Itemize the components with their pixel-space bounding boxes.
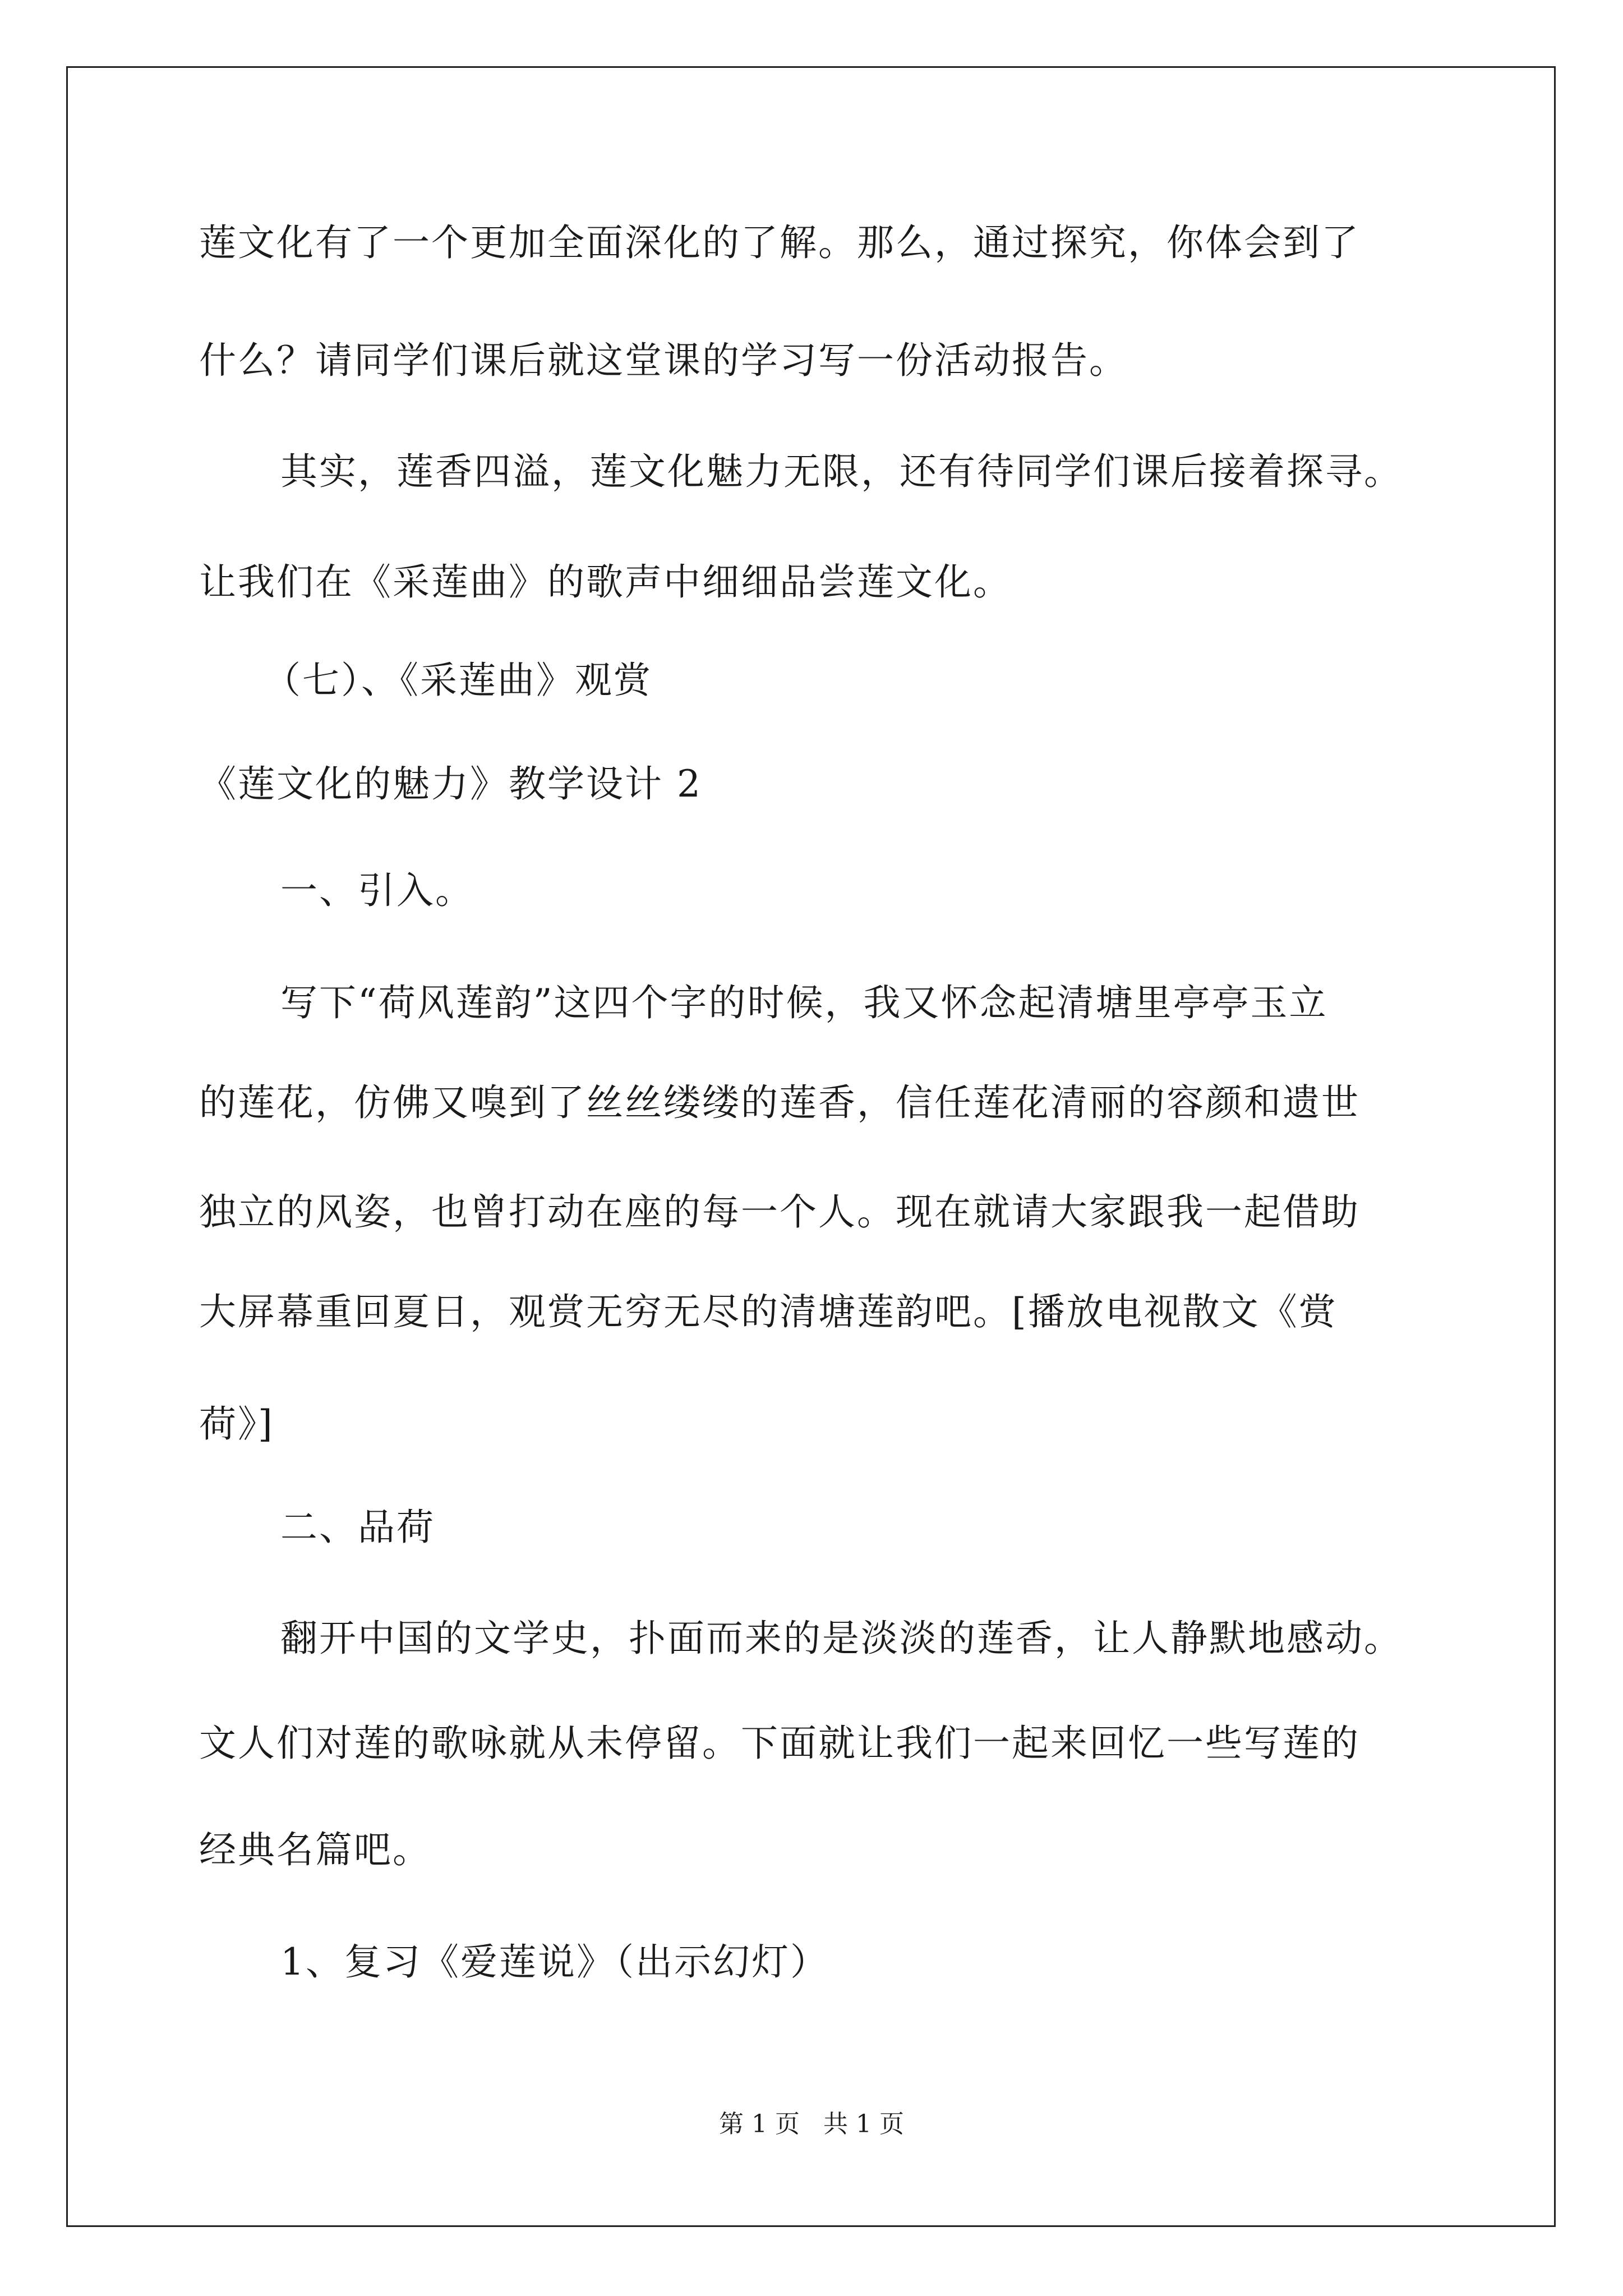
page-number: 第 1 页: [719, 2110, 800, 2138]
body-line: 写下“荷风莲韵”这四个字的时候，我又怀念起清塘里亭亭玉立: [280, 981, 1328, 1024]
body-line: 翻开中国的文学史，扑面而来的是淡淡的莲香，让人静默地感动。: [280, 1617, 1403, 1660]
section-heading: （七）、《采莲曲》观赏: [264, 659, 652, 702]
document-title: 《莲文化的魅力》教学设计 2: [199, 762, 702, 806]
section-heading: 二、品荷: [280, 1506, 435, 1549]
body-line: 大屏幕重回夏日，观赏无穷无尽的清塘莲韵吧。[播放电视散文《赏: [199, 1290, 1338, 1333]
body-line: 莲文化有了一个更加全面深化的了解。那么，通过探究，你体会到了: [199, 221, 1360, 264]
page-total: 共 1 页: [823, 2110, 904, 2138]
list-item: 1、复习《爱莲说》（出示幻灯）: [280, 1940, 829, 1984]
page-border: [66, 66, 1556, 2227]
body-line: 经典名篇吧。: [199, 1828, 431, 1871]
body-line: 荷》]: [199, 1402, 274, 1446]
body-line: 什么？请同学们课后就这堂课的学习写一份活动报告。: [199, 339, 1128, 382]
body-line: 的莲花，仿佛又嗅到了丝丝缕缕的莲香，信任莲花清丽的容颜和遗世: [199, 1081, 1360, 1124]
section-heading: 一、引入。: [280, 869, 474, 912]
page-footer: [0, 2104, 1623, 2139]
body-line: 让我们在《采莲曲》的歌声中细细品尝莲文化。: [199, 560, 1012, 604]
body-line: 文人们对莲的歌咏就从未停留。下面就让我们一起来回忆一些写莲的: [199, 1722, 1360, 1765]
body-line: 其实，莲香四溢，莲文化魅力无限，还有待同学们课后接着探寻。: [280, 450, 1403, 493]
body-line: 独立的风姿，也曾打动在座的每一个人。现在就请大家跟我一起借助: [199, 1190, 1360, 1234]
